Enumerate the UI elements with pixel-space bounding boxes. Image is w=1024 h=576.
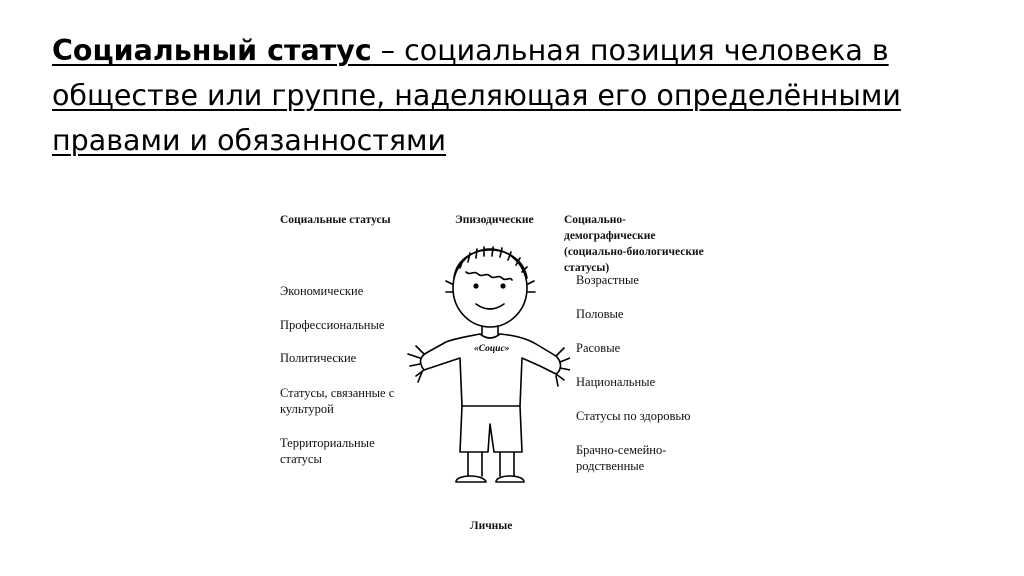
head-shape xyxy=(453,249,527,327)
right-hand-shape xyxy=(556,348,570,386)
title-definition: – социальная позиция человека в обществе или группе, наделяющая его определёнными правами и обязанностями xyxy=(52,34,901,157)
right-item: Статусы по здоровью xyxy=(576,409,691,423)
bottom-label: Личные xyxy=(470,520,513,532)
title-term: Социальный статус xyxy=(52,34,372,67)
left-shoe-shape xyxy=(456,476,486,482)
right-eye-shape xyxy=(500,283,505,288)
person-figure xyxy=(390,238,570,503)
right-shoe-shape xyxy=(496,476,524,482)
center-header: Эпизодические xyxy=(455,214,534,226)
shirt-label: «Социс» xyxy=(474,344,510,354)
left-item: Политические xyxy=(280,351,357,365)
legs-shape xyxy=(468,452,514,476)
right-item: Возрастные xyxy=(576,273,639,287)
left-item: Профессиональные xyxy=(280,318,385,332)
collar-shape xyxy=(480,334,500,338)
smile-shape xyxy=(476,304,504,309)
left-item: Статусы, связанные с культурой xyxy=(280,386,395,416)
slide-title xyxy=(52,28,952,163)
right-item: Расовые xyxy=(576,341,621,355)
right-item: Половые xyxy=(576,307,624,321)
shorts-shape xyxy=(460,406,522,452)
fringe-shape xyxy=(466,272,512,280)
right-item: Брачно-семейно-родственные xyxy=(576,443,667,473)
left-eye-shape xyxy=(473,283,478,288)
left-item: Экономические xyxy=(280,284,364,298)
right-header: Социально-демографические (социально-биологические статусы) xyxy=(564,214,704,274)
right-item: Национальные xyxy=(576,375,656,389)
left-header: Социальные статусы xyxy=(280,214,391,226)
person-drawing xyxy=(390,238,570,498)
hair-sides xyxy=(446,281,535,292)
left-item: Территориальные статусы xyxy=(280,436,375,466)
